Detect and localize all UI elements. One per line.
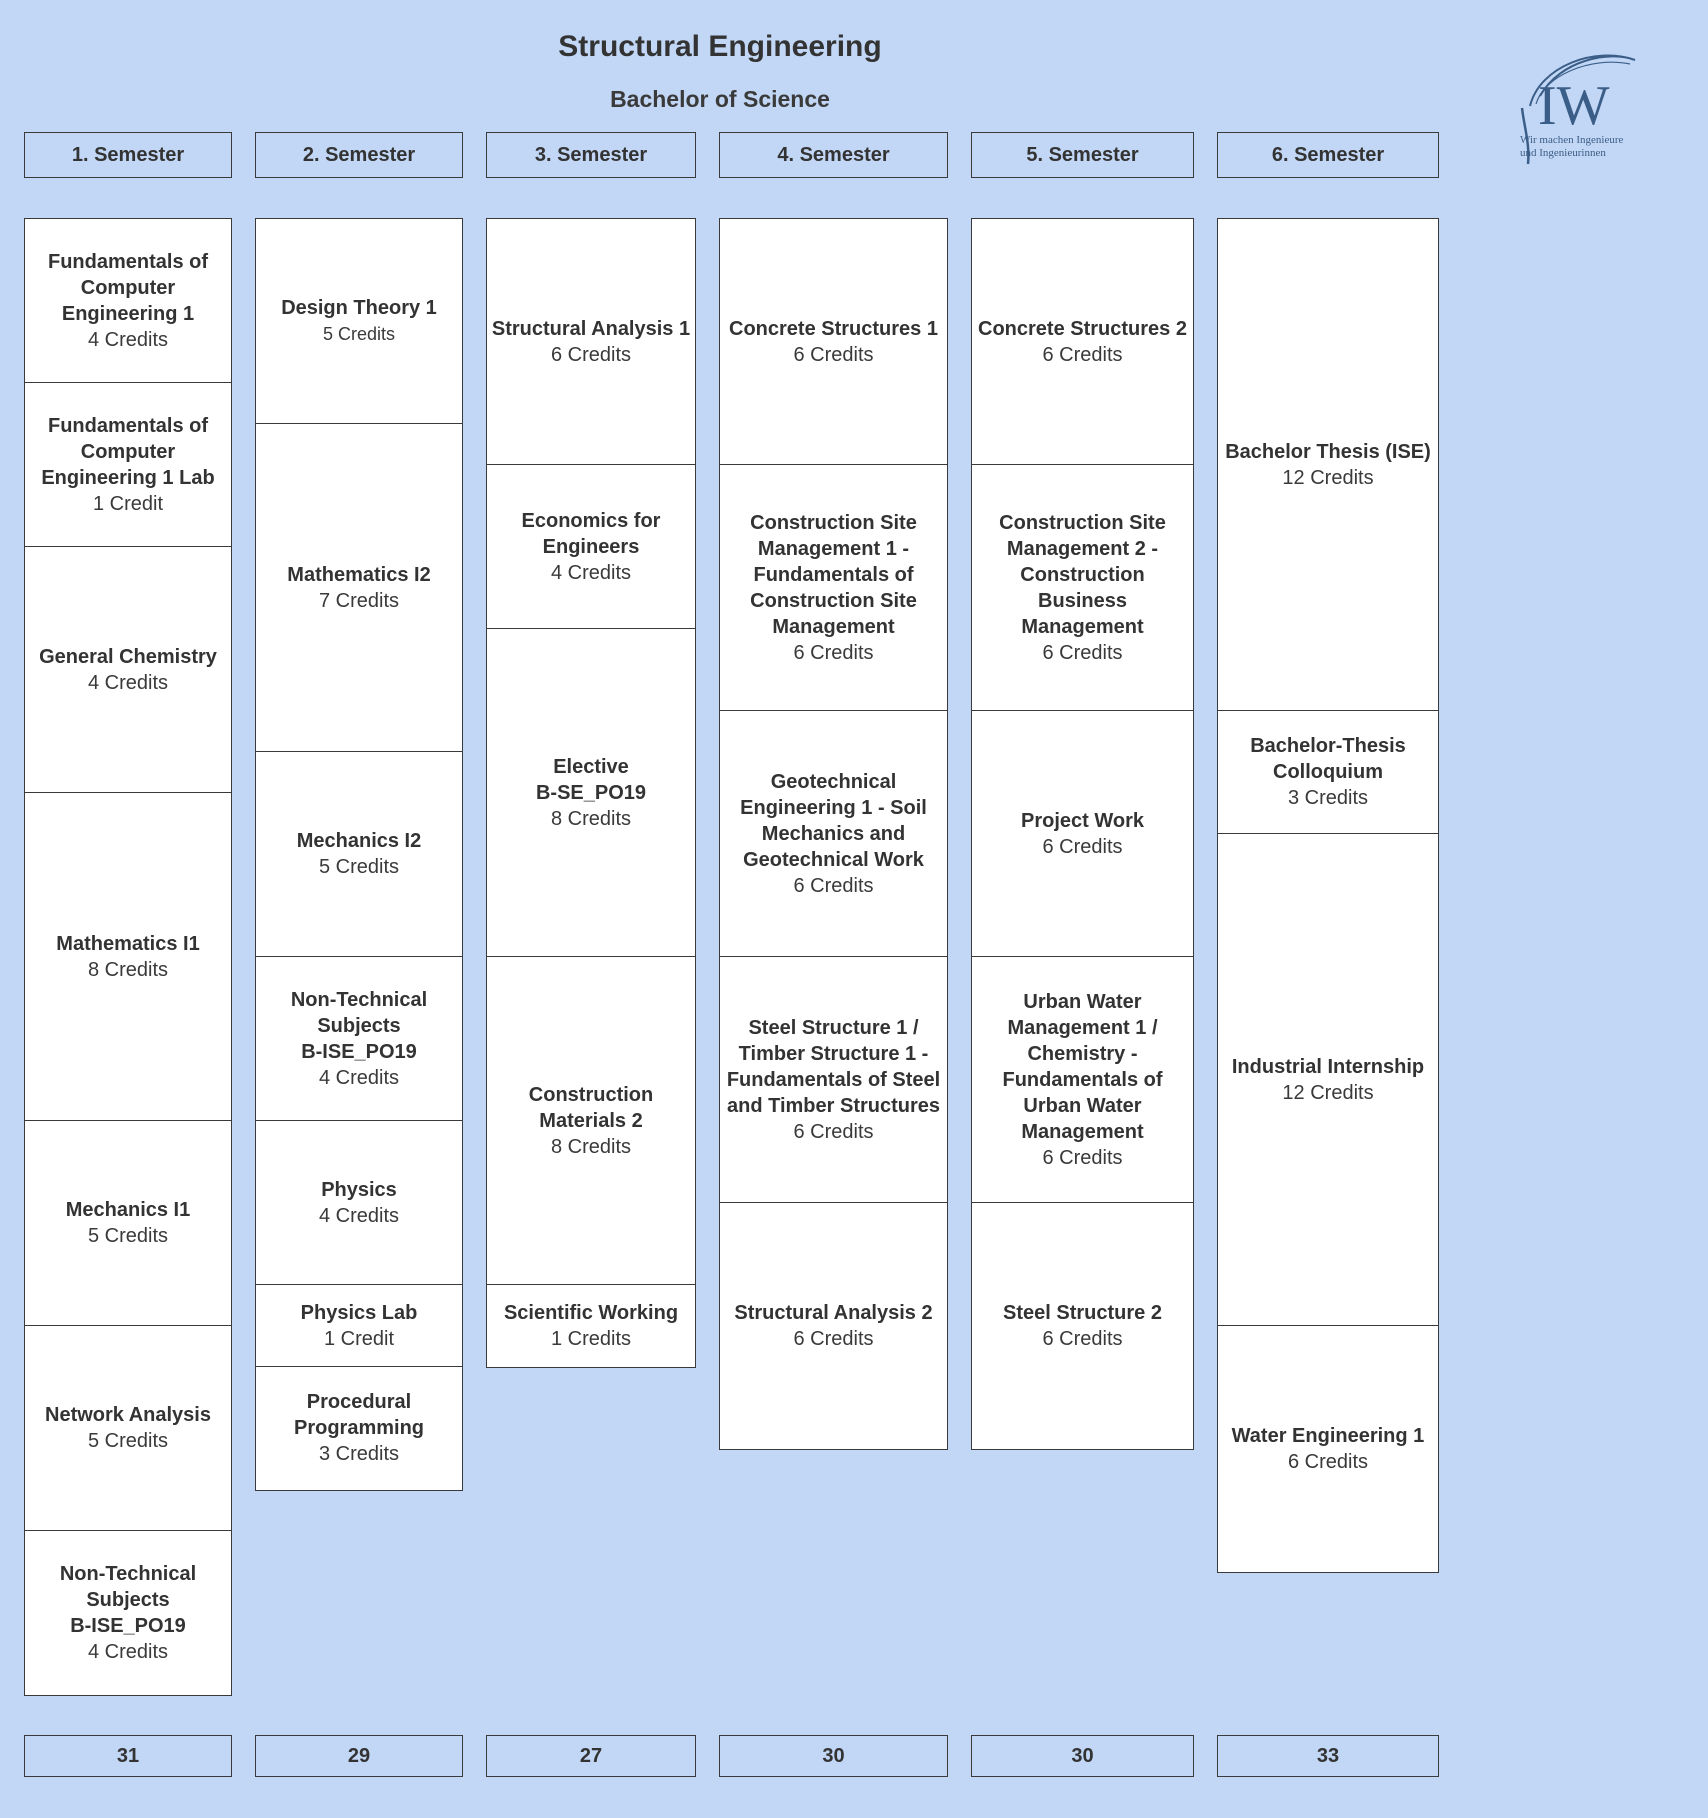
module-name: Bachelor Thesis (ISE) bbox=[1225, 440, 1431, 463]
module-credits: 12 Credits bbox=[1282, 1081, 1374, 1104]
module-card bbox=[255, 218, 463, 425]
module-name: Concrete Structures 1 bbox=[729, 317, 938, 340]
module-credits: 6 Credits bbox=[1042, 343, 1123, 366]
module-list bbox=[255, 218, 463, 1491]
module-name: Construction Materials 2 bbox=[528, 1083, 654, 1132]
module-card bbox=[719, 1202, 948, 1450]
module-credits: 4 Credits bbox=[550, 561, 632, 584]
page-title: Structural Engineering bbox=[558, 30, 882, 63]
module-card bbox=[971, 710, 1194, 958]
module-name: Non-Technical Subjects B-ISE_PO19 bbox=[290, 988, 428, 1063]
module-card bbox=[1217, 1325, 1439, 1573]
module-list bbox=[971, 218, 1194, 1450]
module-name: Mechanics I1 bbox=[65, 1199, 191, 1222]
module-card bbox=[971, 956, 1194, 1204]
module-name: Mathematics I2 bbox=[287, 563, 431, 586]
module-card bbox=[24, 546, 232, 794]
module-credits: 1 Credits bbox=[550, 1327, 632, 1350]
module-name: Elective B-SE_PO19 bbox=[535, 755, 647, 804]
semester-column-5 bbox=[971, 0, 1194, 1818]
module-card bbox=[24, 382, 232, 548]
module-card bbox=[24, 1325, 232, 1532]
module-credits: 6 Credits bbox=[550, 343, 632, 366]
module-name: Construction Site Management 1 - Fundamentals of Construction Site Management bbox=[750, 511, 917, 638]
module-credits: 7 Credits bbox=[318, 589, 400, 612]
module-card bbox=[24, 1530, 232, 1696]
page-subtitle: Bachelor of Science bbox=[610, 86, 830, 112]
module-credits: 6 Credits bbox=[1042, 835, 1123, 858]
module-credits: 12 Credits bbox=[1282, 466, 1374, 489]
module-credits: 1 Credit bbox=[92, 492, 164, 515]
module-card bbox=[486, 628, 696, 958]
module-name: Scientific Working bbox=[503, 1301, 679, 1324]
module-name: Steel Structure 2 bbox=[1003, 1301, 1162, 1324]
semester-column-2 bbox=[255, 0, 463, 1818]
module-name: Fundamentals of Computer Engineering 1 Lab bbox=[41, 414, 215, 489]
module-name: Urban Water Management 1 / Chemistry - Fundamentals of Urban Water Management bbox=[1002, 990, 1163, 1143]
semester-total-credits: 29 bbox=[255, 1735, 463, 1777]
module-card bbox=[1217, 218, 1439, 712]
module-card bbox=[1217, 833, 1439, 1327]
module-credits: 6 Credits bbox=[793, 641, 874, 664]
semester-column-4 bbox=[719, 0, 948, 1818]
module-card bbox=[719, 956, 948, 1204]
module-card bbox=[255, 1366, 463, 1491]
module-name: Design Theory 1 bbox=[281, 297, 437, 320]
module-card bbox=[255, 1120, 463, 1286]
module-name: Structural Analysis 2 bbox=[734, 1301, 933, 1324]
module-credits: 8 Credits bbox=[550, 807, 632, 830]
module-credits: 5 Credits bbox=[87, 1430, 169, 1453]
module-credits: 4 Credits bbox=[318, 1204, 400, 1227]
module-credits: 6 Credits bbox=[1042, 641, 1123, 664]
semester-total-credits: 27 bbox=[486, 1735, 696, 1777]
module-credits: 6 Credits bbox=[1287, 1450, 1369, 1473]
module-name: Physics Lab bbox=[300, 1301, 418, 1324]
module-credits: 6 Credits bbox=[793, 1120, 874, 1143]
module-name: Mechanics I2 bbox=[296, 830, 422, 853]
module-name: Non-Technical Subjects B-ISE_PO19 bbox=[59, 1562, 197, 1637]
semester-column-3 bbox=[486, 0, 696, 1818]
semester-header: 3. Semester bbox=[486, 132, 696, 178]
module-credits: 1 Credit bbox=[323, 1327, 395, 1350]
module-name: Concrete Structures 2 bbox=[978, 317, 1187, 340]
svg-text:IW: IW bbox=[1538, 75, 1610, 137]
module-list bbox=[1217, 218, 1439, 1573]
module-name: Structural Analysis 1 bbox=[491, 317, 691, 340]
module-name: Geotechnical Engineering 1 - Soil Mechanics and Geotechnical Work bbox=[740, 770, 927, 871]
module-credits: 3 Credits bbox=[1287, 787, 1369, 810]
svg-text:und Ingenieurinnen: und Ingenieurinnen bbox=[1520, 147, 1606, 159]
module-card bbox=[1217, 710, 1439, 835]
module-credits: 4 Credits bbox=[87, 671, 169, 694]
module-card bbox=[719, 464, 948, 712]
module-card bbox=[971, 218, 1194, 466]
module-name: Physics bbox=[321, 1178, 397, 1201]
module-card bbox=[255, 956, 463, 1122]
module-card bbox=[719, 710, 948, 958]
module-credits: 6 Credits bbox=[793, 1327, 874, 1350]
module-card bbox=[486, 218, 696, 466]
module-name: Network Analysis bbox=[45, 1404, 211, 1427]
module-list bbox=[24, 218, 232, 1696]
module-name: Project Work bbox=[1021, 809, 1144, 832]
module-credits: 4 Credits bbox=[318, 1066, 400, 1089]
semester-column-1 bbox=[24, 0, 232, 1818]
semester-header: 2. Semester bbox=[255, 132, 463, 178]
module-card bbox=[24, 218, 232, 384]
module-credits: 6 Credits bbox=[793, 874, 874, 897]
module-card bbox=[486, 1284, 696, 1368]
semester-column-6 bbox=[1217, 0, 1439, 1818]
module-credits: 5 Credits bbox=[322, 324, 396, 345]
module-credits: 8 Credits bbox=[550, 1135, 632, 1158]
module-card bbox=[971, 464, 1194, 712]
module-credits: 6 Credits bbox=[1042, 1327, 1123, 1350]
iw-logo-icon bbox=[1500, 46, 1650, 166]
module-card bbox=[24, 1120, 232, 1327]
module-card bbox=[255, 423, 463, 753]
module-credits: 5 Credits bbox=[87, 1225, 169, 1248]
semester-total-credits: 30 bbox=[971, 1735, 1194, 1777]
module-name: Bachelor-Thesis Colloquium bbox=[1250, 735, 1406, 784]
semester-header: 5. Semester bbox=[971, 132, 1194, 178]
module-credits: 6 Credits bbox=[793, 343, 874, 366]
module-credits: 5 Credits bbox=[318, 856, 400, 879]
module-card bbox=[971, 1202, 1194, 1450]
module-name: Mathematics I1 bbox=[56, 932, 200, 955]
module-name: Steel Structure 1 / Timber Structure 1 - Fundamentals of Steel and Timber Structures bbox=[726, 1016, 941, 1117]
module-name: General Chemistry bbox=[39, 645, 217, 668]
module-card bbox=[24, 792, 232, 1122]
module-card bbox=[719, 218, 948, 466]
module-card bbox=[486, 956, 696, 1286]
module-card bbox=[255, 751, 463, 958]
module-list bbox=[486, 218, 696, 1368]
semester-header: 1. Semester bbox=[24, 132, 232, 178]
module-name: Fundamentals of Computer Engineering 1 bbox=[47, 250, 208, 325]
semester-header: 6. Semester bbox=[1217, 132, 1439, 178]
module-credits: 3 Credits bbox=[318, 1443, 400, 1466]
module-name: Industrial Internship bbox=[1231, 1055, 1425, 1078]
module-name: Economics for Engineers bbox=[521, 509, 661, 558]
module-name: Procedural Programming bbox=[293, 1391, 425, 1440]
module-name: Water Engineering 1 bbox=[1231, 1424, 1425, 1447]
semester-header: 4. Semester bbox=[719, 132, 948, 178]
semester-total-credits: 30 bbox=[719, 1735, 948, 1777]
module-name: Construction Site Management 2 - Construction Business Management bbox=[999, 511, 1166, 638]
module-credits: 4 Credits bbox=[87, 1640, 169, 1663]
module-credits: 8 Credits bbox=[87, 958, 169, 981]
module-card bbox=[255, 1284, 463, 1368]
module-credits: 6 Credits bbox=[1042, 1146, 1123, 1169]
module-credits: 4 Credits bbox=[87, 328, 169, 351]
svg-text:Wir machen Ingenieure: Wir machen Ingenieure bbox=[1520, 134, 1624, 146]
semester-total-credits: 31 bbox=[24, 1735, 232, 1777]
semester-total-credits: 33 bbox=[1217, 1735, 1439, 1777]
module-list bbox=[719, 218, 948, 1450]
module-card bbox=[486, 464, 696, 630]
